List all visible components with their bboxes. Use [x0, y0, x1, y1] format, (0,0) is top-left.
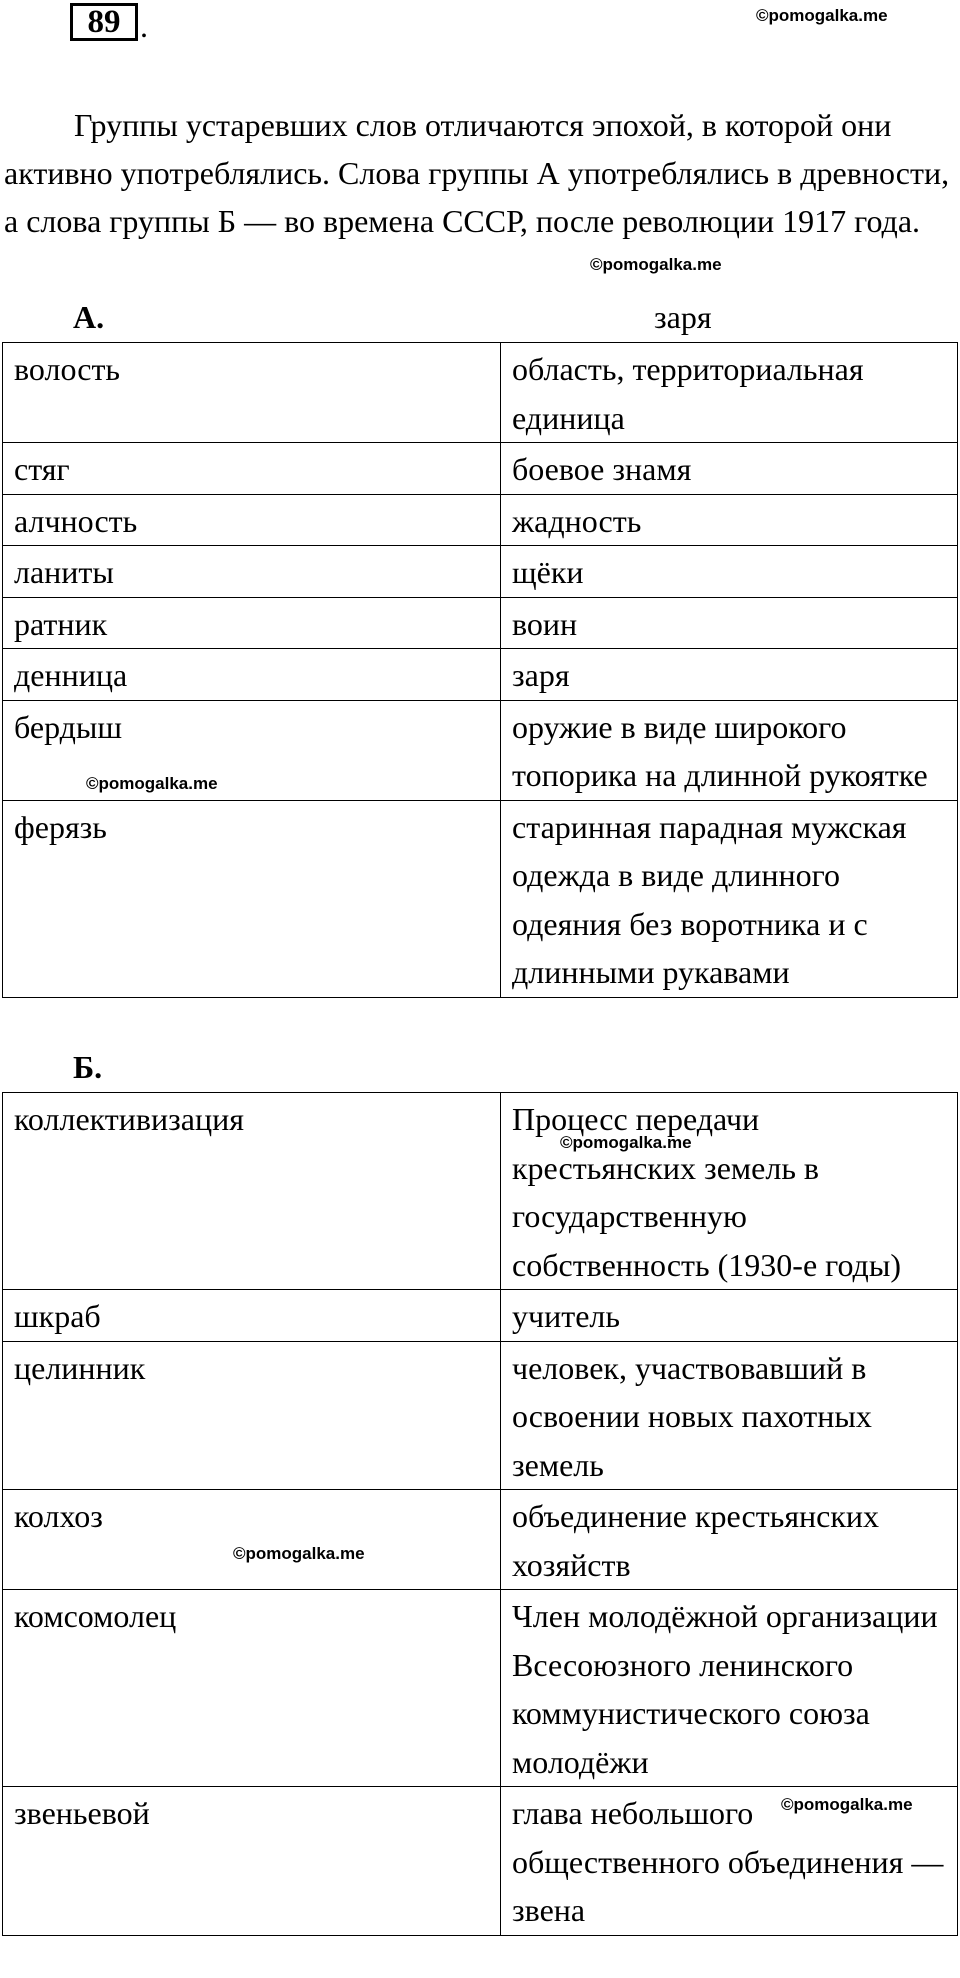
- table-row: [3, 1490, 958, 1590]
- meaning-cell: глава небольшого общественного объединения — звена: [501, 1787, 958, 1936]
- table-row: [3, 597, 958, 649]
- meaning-cell: воин: [501, 597, 958, 649]
- group-a-table: [2, 342, 958, 998]
- watermark: ©pomogalka.me: [560, 1133, 692, 1152]
- table-row: [3, 1093, 958, 1290]
- word-cell: стяг: [3, 443, 501, 495]
- intro-paragraph: [4, 101, 960, 245]
- table-row: [3, 1290, 958, 1342]
- watermark: ©pomogalka.me: [233, 1544, 365, 1563]
- word-cell: денница: [3, 649, 501, 701]
- word-cell: комсомолец: [3, 1590, 501, 1787]
- word-cell: ланиты: [3, 546, 501, 598]
- table-row: [3, 546, 958, 598]
- group-b-label: Б.: [73, 1049, 103, 1085]
- word-cell: ферязь: [3, 800, 501, 997]
- word-cell: колхоз: [3, 1490, 501, 1590]
- table-row: [3, 1341, 958, 1490]
- meaning-cell: боевое знамя: [501, 443, 958, 495]
- group-a-label: А.: [73, 299, 105, 335]
- meaning-cell: человек, участвовавший в освоении новых пахотных земель: [501, 1341, 958, 1490]
- meaning-cell: оружие в виде широкого топорика на длинной рукоятке: [501, 700, 958, 800]
- word-cell: волость: [3, 343, 501, 443]
- table-row: [3, 1590, 958, 1787]
- meaning-cell: щёки: [501, 546, 958, 598]
- watermark: ©pomogalka.me: [86, 774, 218, 793]
- word-cell: ратник: [3, 597, 501, 649]
- meaning-cell: Член молодёжной организации Всесоюзного ленинского коммунистического союза молодёжи: [501, 1590, 958, 1787]
- meaning-cell: учитель: [501, 1290, 958, 1342]
- intro-text: Группы устаревших слов отличаются эпохой, в которой они активно употреблялись. Слова группы А употреблялись в древности, а слова группы Б — во времена СССР, после революции 1917 года.: [4, 107, 950, 239]
- meaning-cell: жадность: [501, 494, 958, 546]
- word-cell: целинник: [3, 1341, 501, 1490]
- meaning-cell: заря: [501, 649, 958, 701]
- watermark: ©pomogalka.me: [756, 6, 888, 25]
- word-cell: шкраб: [3, 1290, 501, 1342]
- meaning-cell: Процесс передачи крестьянских земель в государственную собственность (1930-е годы): [501, 1093, 958, 1290]
- watermark: ©pomogalka.me: [590, 255, 722, 274]
- task-number-dot: .: [140, 8, 148, 44]
- table-row: [3, 443, 958, 495]
- table-row: [3, 343, 958, 443]
- meaning-cell: область, территориальная единица: [501, 343, 958, 443]
- word-cell: коллективизация: [3, 1093, 501, 1290]
- table-row: [3, 494, 958, 546]
- table-row: [3, 800, 958, 997]
- watermark: ©pomogalka.me: [781, 1795, 913, 1814]
- meaning-cell: старинная парадная мужская одежда в виде длинного одеяния без воротника и с длинными рукавами: [501, 800, 958, 997]
- task-number: 89: [70, 3, 138, 41]
- word-cell: звеньевой: [3, 1787, 501, 1936]
- word-cell: бердыш: [3, 700, 501, 800]
- floating-word: заря: [654, 299, 712, 335]
- table-row: [3, 649, 958, 701]
- meaning-cell: объединение крестьянских хозяйств: [501, 1490, 958, 1590]
- word-cell: алчность: [3, 494, 501, 546]
